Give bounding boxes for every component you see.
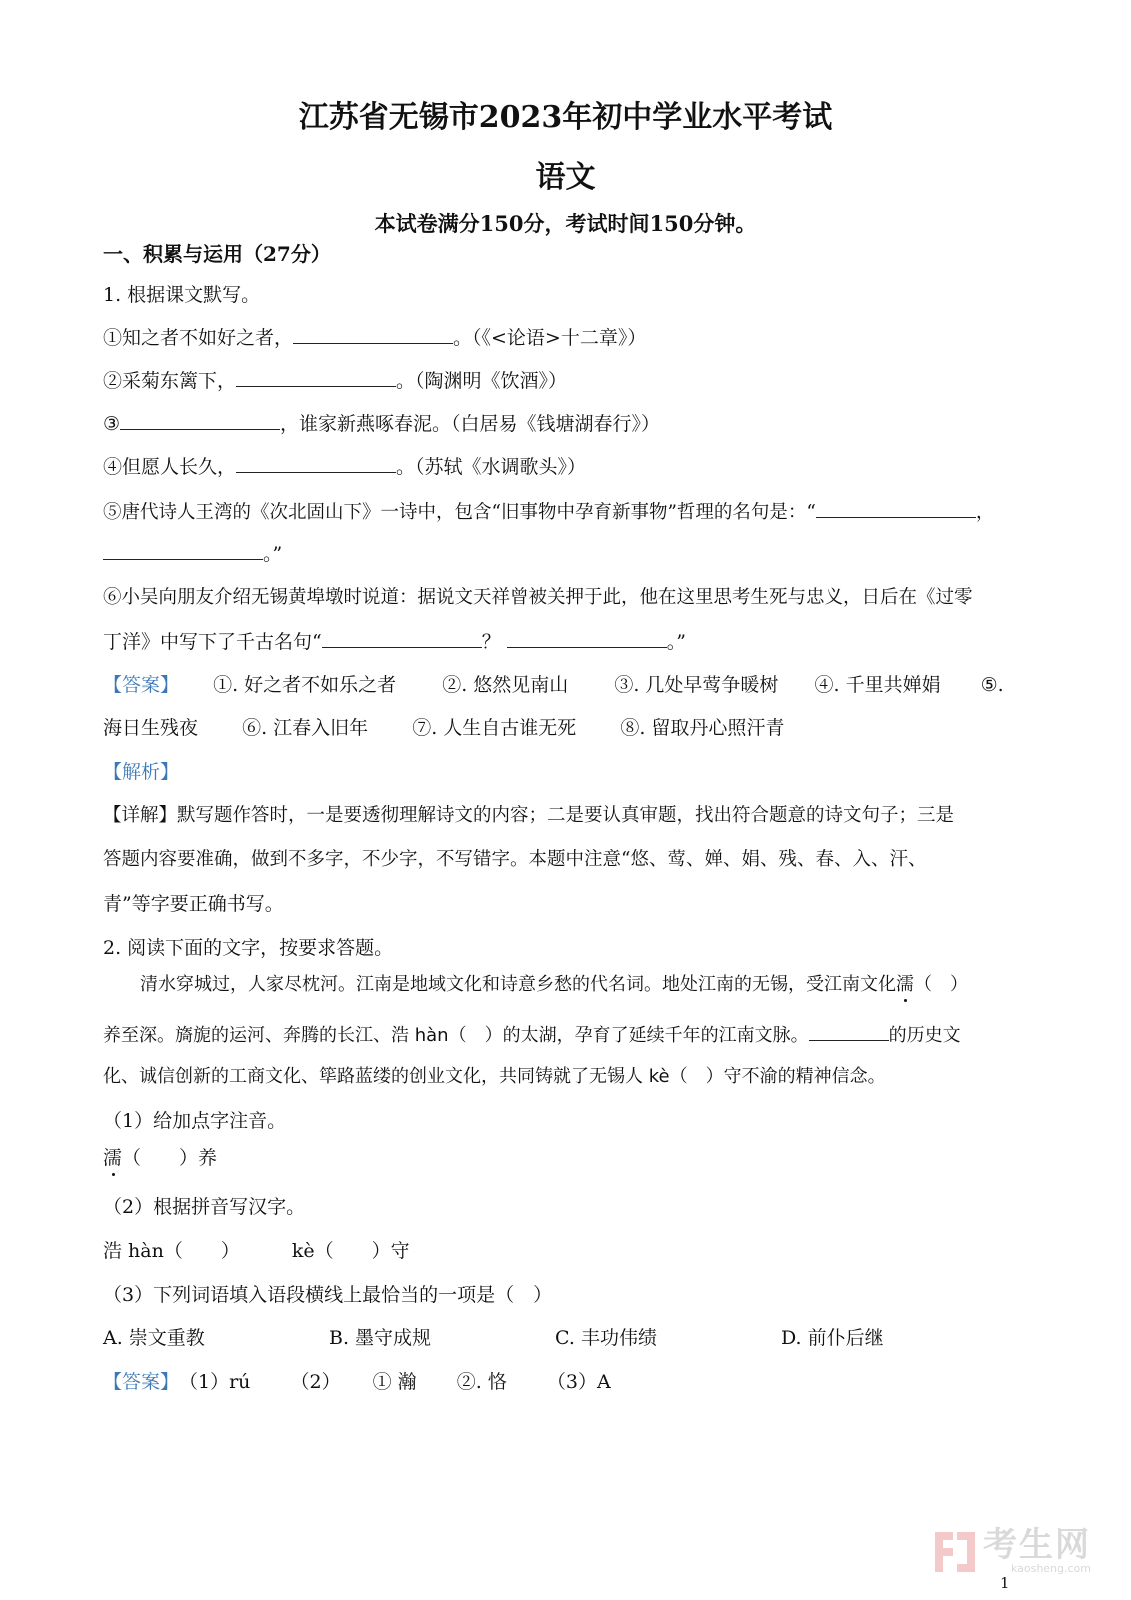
q1-answer-2: ②. 悠然见南山 bbox=[442, 674, 569, 696]
q1-item-3-source: ，谁家新燕啄春泥。（白居易《钱塘湖春行》） bbox=[280, 413, 661, 435]
q1-answer-6: ⑥. 江春入旧年 bbox=[242, 717, 369, 739]
option-d: D. 前仆后继 bbox=[781, 1327, 884, 1349]
q2-sub-3: （3）下列词语填入语段横线上最恰当的一项是（ ） bbox=[103, 1284, 553, 1306]
watermark-logo-icon bbox=[935, 1532, 975, 1572]
answer-tag: 【答案】 bbox=[103, 1371, 180, 1393]
pinyin-item-2: kè（ ）守 bbox=[291, 1240, 410, 1262]
q2-answer-1: （1）rú bbox=[179, 1371, 251, 1393]
q1-item-2-source: 。（陶渊明《饮酒》） bbox=[396, 370, 568, 392]
q1-item-6-cont bbox=[103, 629, 686, 654]
passage-line-2 bbox=[103, 1022, 961, 1048]
answer-blank bbox=[322, 629, 482, 648]
q2-sub-1: （1）给加点字注音。 bbox=[103, 1110, 287, 1132]
exam-info: 本试卷满分150分，考试时间150分钟。 bbox=[374, 211, 757, 236]
passage-text: 的历史文 bbox=[888, 1025, 961, 1046]
q1-item-6: ⑥小吴向朋友介绍无锡黄埠墩时说道：据说文天祥曾被关押于此，他在这里思考生死与忠义，日后在《过零 bbox=[103, 587, 973, 608]
pinyin-item-1: 浩 hàn（ ） bbox=[103, 1240, 240, 1262]
watermark-url: kaosheng.com bbox=[1010, 1562, 1091, 1575]
q1-item-5-cont bbox=[103, 541, 282, 566]
answer-blank bbox=[816, 499, 976, 518]
option-c: C. 丰功伟绩 bbox=[555, 1327, 657, 1349]
q2-answer-2-1: ① 瀚 bbox=[372, 1371, 417, 1393]
q1-item-5-text: ⑤唐代诗人王湾的《次北固山下》一诗中，包含“旧事物中孕育新事物”哲理的名句是：“ bbox=[103, 502, 816, 523]
answer-blank bbox=[809, 1022, 889, 1041]
q1-answer-7: ⑦. 人生自古谁无死 bbox=[412, 717, 577, 739]
q2-sub-2: （2）根据拼音写汉字。 bbox=[103, 1196, 306, 1218]
section-heading: 一、积累与运用（27分） bbox=[103, 242, 331, 266]
q1-item-6-end: 。” bbox=[666, 631, 686, 653]
detail-line-3: 青”等字要正确书写。 bbox=[103, 893, 284, 915]
option-b: B. 墨守成规 bbox=[329, 1327, 432, 1349]
q1-item-4-source: 。（苏轼《水调歌头》） bbox=[396, 456, 587, 478]
page-title: 江苏省无锡市2023年初中学业水平考试 bbox=[298, 100, 833, 135]
q1-item-3 bbox=[103, 411, 660, 436]
q2-answer bbox=[103, 1370, 611, 1394]
q1-answer-5-label: ⑤. bbox=[980, 674, 1004, 696]
answer-blank bbox=[103, 541, 263, 560]
q1-stem: 1. 根据课文默写。 bbox=[103, 284, 261, 306]
q1-answer-4: ④. 千里共婵娟 bbox=[814, 674, 941, 696]
q1-item-6-question: ？ bbox=[481, 631, 501, 653]
passage-text: 养至深。旖旎的运河、奔腾的长江、浩 hàn（ ）的太湖，孕育了延续千年的江南文脉。 bbox=[103, 1025, 809, 1046]
dotted-char: 濡 bbox=[103, 1147, 123, 1169]
q1-item-5-comma: ， bbox=[975, 502, 995, 523]
watermark bbox=[935, 1525, 1091, 1575]
passage-line-3: 化、诚信创新的工商文化、筚路蓝缕的创业文化，共同铸就了无锡人 kè（ ）守不渝的精神信念。 bbox=[103, 1066, 886, 1087]
answer-blank bbox=[293, 325, 453, 344]
q1-item-1-source: 。（《<论语>十二章》） bbox=[453, 327, 647, 349]
answer-blank bbox=[120, 411, 280, 430]
passage-line-1 bbox=[140, 973, 968, 997]
q1-item-1-text: ①知之者不如好之者， bbox=[103, 327, 294, 349]
q1-item-1 bbox=[103, 325, 646, 350]
q1-answer-1: ①. 好之者不如乐之者 bbox=[213, 674, 397, 696]
q1-item-2 bbox=[103, 368, 567, 393]
answer-blank bbox=[236, 454, 396, 473]
detail-line-2: 答题内容要准确，做到不多字，不少字，不写错字。本题中注意“悠、莺、婵、娟、残、春、入、汗、 bbox=[103, 849, 927, 870]
q1-answer-5: 海日生残夜 bbox=[103, 717, 199, 739]
q1-item-6-text: 丁洋》中写下了千古名句“ bbox=[103, 631, 322, 653]
blank-paren: （ ）养 bbox=[122, 1147, 218, 1169]
q2-answer-3: （3）A bbox=[546, 1371, 611, 1393]
q1-item-2-text: ②采菊东篱下， bbox=[103, 370, 237, 392]
q2-options bbox=[103, 1326, 884, 1350]
q1-answer-line-2 bbox=[103, 716, 784, 740]
q1-item-5-end: 。” bbox=[263, 543, 283, 565]
analysis-tag: 【解析】 bbox=[103, 761, 180, 783]
q2-answer-2: （2） bbox=[290, 1371, 341, 1393]
q1-item-4-text: ④但愿人长久， bbox=[103, 456, 237, 478]
q1-answer-3: ③. 几处早莺争暖树 bbox=[614, 674, 779, 696]
subject-title: 语文 bbox=[535, 160, 596, 195]
watermark-name: 考生网 bbox=[983, 1525, 1091, 1565]
dotted-char: 濡 bbox=[896, 974, 914, 995]
answer-tag: 【答案】 bbox=[103, 674, 180, 696]
q2-sub-1-item bbox=[103, 1146, 217, 1170]
q2-answer-2-2: ②. 恪 bbox=[456, 1371, 507, 1393]
option-a: A. 崇文重教 bbox=[103, 1327, 205, 1349]
answer-blank bbox=[236, 368, 396, 387]
q1-item-4 bbox=[103, 454, 586, 479]
answer-blank bbox=[507, 629, 667, 648]
q1-item-5 bbox=[103, 499, 994, 525]
detail-line-1: 【详解】默写题作答时，一是要透彻理解诗文的内容；二是要认真审题，找出符合题意的诗文句子；三是 bbox=[103, 805, 955, 826]
blank-paren: （ ） bbox=[914, 974, 968, 995]
q1-item-3-text: ③ bbox=[103, 413, 121, 435]
q2-stem: 2. 阅读下面的文字，按要求答题。 bbox=[103, 937, 394, 959]
q1-answer-8: ⑧. 留取丹心照汗青 bbox=[620, 717, 785, 739]
q2-sub-2-items bbox=[103, 1239, 410, 1263]
passage-text: 清水穿城过，人家尽枕河。江南是地域文化和诗意乡愁的代名词。地处江南的无锡，受江南文化 bbox=[140, 974, 896, 995]
page-number: 1 bbox=[1000, 1574, 1010, 1592]
q1-answer-line-1 bbox=[103, 673, 1004, 697]
